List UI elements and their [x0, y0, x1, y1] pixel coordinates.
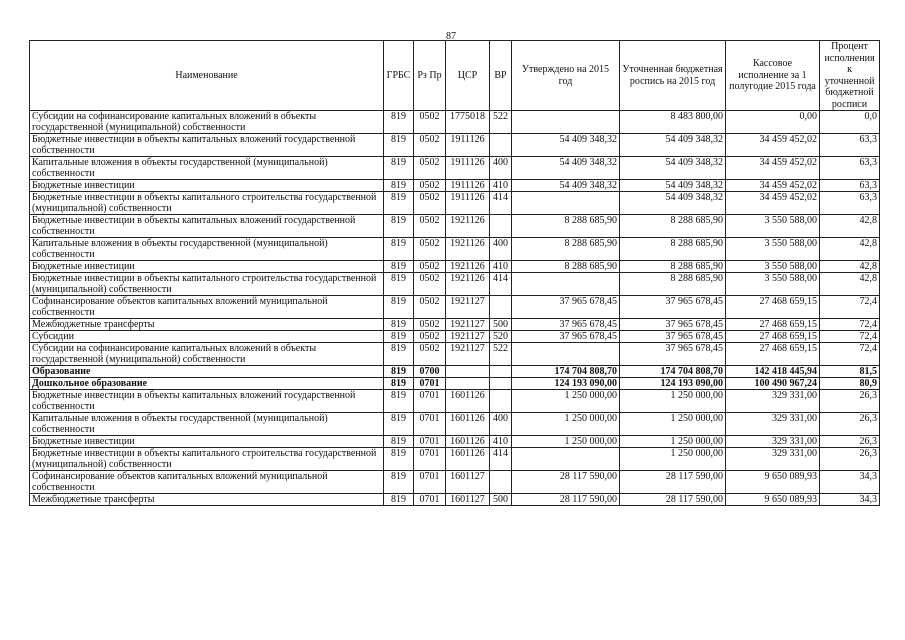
- cell-name: Софинансирование объектов капитальных вложений муниципальной собственности: [30, 296, 384, 319]
- cell-refined: 37 965 678,45: [620, 319, 726, 331]
- cell-name: Бюджетные инвестиции: [30, 261, 384, 273]
- cell-grbs: 819: [384, 134, 414, 157]
- table-row: [30, 436, 880, 448]
- table-body: [30, 111, 880, 506]
- cell-percent: 72,4: [820, 319, 880, 331]
- cell-cash: 3 550 588,00: [726, 273, 820, 296]
- cell-rzpr: 0701: [414, 390, 446, 413]
- cell-name: Субсидии на софинансирование капитальных вложений в объекты государственной (муниципальной) собственности: [30, 111, 384, 134]
- cell-csr: 1921127: [446, 296, 490, 319]
- cell-name: Субсидии на софинансирование капитальных вложений в объекты государственной (муниципальной) собственности: [30, 343, 384, 366]
- cell-refined: 1 250 000,00: [620, 436, 726, 448]
- cell-approved: [512, 343, 620, 366]
- cell-refined: 1 250 000,00: [620, 413, 726, 436]
- cell-refined: 54 409 348,32: [620, 180, 726, 192]
- table-row: [30, 366, 880, 378]
- cell-csr: 1775018: [446, 111, 490, 134]
- cell-vr: 410: [490, 261, 512, 273]
- table-row: [30, 261, 880, 273]
- cell-approved: 54 409 348,32: [512, 157, 620, 180]
- cell-percent: 0,0: [820, 111, 880, 134]
- cell-refined: 54 409 348,32: [620, 157, 726, 180]
- cell-rzpr: 0701: [414, 471, 446, 494]
- cell-percent: 81,5: [820, 366, 880, 378]
- cell-approved: 28 117 590,00: [512, 494, 620, 506]
- cell-refined: 28 117 590,00: [620, 494, 726, 506]
- cell-csr: 1921126: [446, 261, 490, 273]
- cell-vr: 520: [490, 331, 512, 343]
- cell-refined: 124 193 090,00: [620, 378, 726, 390]
- cell-cash: 329 331,00: [726, 436, 820, 448]
- cell-percent: 26,3: [820, 448, 880, 471]
- cell-cash: 27 468 659,15: [726, 331, 820, 343]
- cell-cash: 142 418 445,94: [726, 366, 820, 378]
- cell-grbs: 819: [384, 319, 414, 331]
- header-vr: ВР: [490, 41, 512, 111]
- table-row: [30, 319, 880, 331]
- table-row: [30, 331, 880, 343]
- cell-cash: 34 459 452,02: [726, 134, 820, 157]
- cell-cash: 329 331,00: [726, 413, 820, 436]
- cell-name: Субсидии: [30, 331, 384, 343]
- cell-rzpr: 0701: [414, 413, 446, 436]
- cell-cash: 27 468 659,15: [726, 296, 820, 319]
- page-number: 87: [446, 31, 456, 42]
- cell-vr: 522: [490, 343, 512, 366]
- cell-approved: 8 288 685,90: [512, 238, 620, 261]
- cell-name: Бюджетные инвестиции в объекты капитальных вложений государственной собственности: [30, 215, 384, 238]
- cell-vr: 400: [490, 413, 512, 436]
- cell-grbs: 819: [384, 296, 414, 319]
- cell-approved: 54 409 348,32: [512, 134, 620, 157]
- cell-grbs: 819: [384, 413, 414, 436]
- cell-percent: 72,4: [820, 343, 880, 366]
- table-row: [30, 296, 880, 319]
- cell-percent: 42,8: [820, 261, 880, 273]
- cell-name: Капитальные вложения в объекты государственной (муниципальной) собственности: [30, 238, 384, 261]
- cell-csr: 1601126: [446, 413, 490, 436]
- cell-cash: 329 331,00: [726, 448, 820, 471]
- cell-rzpr: 0701: [414, 378, 446, 390]
- header-approved: Утверждено на 2015 год: [512, 41, 620, 111]
- cell-grbs: 819: [384, 471, 414, 494]
- cell-name: Софинансирование объектов капитальных вложений муниципальной собственности: [30, 471, 384, 494]
- cell-name: Бюджетные инвестиции: [30, 180, 384, 192]
- cell-approved: 37 965 678,45: [512, 296, 620, 319]
- cell-csr: 1921127: [446, 319, 490, 331]
- cell-grbs: 819: [384, 215, 414, 238]
- cell-percent: 63,3: [820, 180, 880, 192]
- cell-cash: 329 331,00: [726, 390, 820, 413]
- cell-vr: [490, 471, 512, 494]
- cell-approved: 37 965 678,45: [512, 319, 620, 331]
- cell-grbs: 819: [384, 273, 414, 296]
- cell-approved: 1 250 000,00: [512, 390, 620, 413]
- cell-cash: 27 468 659,15: [726, 343, 820, 366]
- cell-approved: 28 117 590,00: [512, 471, 620, 494]
- cell-refined: 174 704 808,70: [620, 366, 726, 378]
- cell-rzpr: 0502: [414, 343, 446, 366]
- cell-grbs: 819: [384, 261, 414, 273]
- cell-csr: 1601126: [446, 390, 490, 413]
- cell-rzpr: 0502: [414, 273, 446, 296]
- cell-rzpr: 0502: [414, 296, 446, 319]
- table-row: [30, 157, 880, 180]
- table-row: [30, 343, 880, 366]
- cell-approved: 54 409 348,32: [512, 180, 620, 192]
- cell-grbs: 819: [384, 157, 414, 180]
- cell-vr: 500: [490, 494, 512, 506]
- cell-rzpr: 0502: [414, 331, 446, 343]
- cell-refined: 8 483 800,00: [620, 111, 726, 134]
- cell-approved: 174 704 808,70: [512, 366, 620, 378]
- cell-percent: 26,3: [820, 413, 880, 436]
- cell-approved: [512, 192, 620, 215]
- cell-grbs: 819: [384, 436, 414, 448]
- table-row: [30, 215, 880, 238]
- table-row: [30, 471, 880, 494]
- cell-cash: 3 550 588,00: [726, 238, 820, 261]
- cell-csr: 1921127: [446, 331, 490, 343]
- cell-percent: 72,4: [820, 331, 880, 343]
- cell-percent: 63,3: [820, 157, 880, 180]
- cell-refined: 8 288 685,90: [620, 273, 726, 296]
- cell-rzpr: 0502: [414, 261, 446, 273]
- cell-rzpr: 0502: [414, 157, 446, 180]
- cell-name: Бюджетные инвестиции в объекты капитальных вложений государственной собственности: [30, 134, 384, 157]
- cell-rzpr: 0502: [414, 134, 446, 157]
- cell-csr: 1911126: [446, 192, 490, 215]
- cell-vr: [490, 134, 512, 157]
- table-row: [30, 111, 880, 134]
- cell-cash: 100 490 967,24: [726, 378, 820, 390]
- cell-percent: 26,3: [820, 390, 880, 413]
- cell-percent: 42,8: [820, 273, 880, 296]
- cell-grbs: 819: [384, 343, 414, 366]
- cell-grbs: 819: [384, 238, 414, 261]
- cell-vr: 414: [490, 192, 512, 215]
- header-cash: Кассовое исполнение за 1 полугодие 2015 года: [726, 41, 820, 111]
- cell-csr: 1911126: [446, 180, 490, 192]
- cell-cash: 34 459 452,02: [726, 180, 820, 192]
- cell-cash: 0,00: [726, 111, 820, 134]
- cell-approved: 37 965 678,45: [512, 331, 620, 343]
- cell-vr: 410: [490, 180, 512, 192]
- cell-name: Капитальные вложения в объекты государственной (муниципальной) собственности: [30, 413, 384, 436]
- cell-approved: 8 288 685,90: [512, 215, 620, 238]
- cell-refined: 28 117 590,00: [620, 471, 726, 494]
- cell-approved: [512, 273, 620, 296]
- cell-percent: 80,9: [820, 378, 880, 390]
- cell-percent: 26,3: [820, 436, 880, 448]
- table-row: [30, 378, 880, 390]
- cell-approved: [512, 111, 620, 134]
- cell-refined: 37 965 678,45: [620, 331, 726, 343]
- cell-grbs: 819: [384, 494, 414, 506]
- cell-percent: 42,8: [820, 238, 880, 261]
- cell-approved: 8 288 685,90: [512, 261, 620, 273]
- cell-cash: 34 459 452,02: [726, 157, 820, 180]
- cell-vr: 414: [490, 448, 512, 471]
- cell-percent: 63,3: [820, 192, 880, 215]
- cell-vr: 400: [490, 238, 512, 261]
- cell-name: Межбюджетные трансферты: [30, 494, 384, 506]
- table-row: [30, 180, 880, 192]
- cell-rzpr: 0502: [414, 319, 446, 331]
- cell-approved: 1 250 000,00: [512, 413, 620, 436]
- cell-vr: 410: [490, 436, 512, 448]
- cell-grbs: 819: [384, 111, 414, 134]
- cell-csr: [446, 366, 490, 378]
- cell-csr: 1601126: [446, 448, 490, 471]
- header-csr: ЦСР: [446, 41, 490, 111]
- table-row: [30, 273, 880, 296]
- cell-cash: 9 650 089,93: [726, 471, 820, 494]
- table-row: [30, 238, 880, 261]
- cell-refined: 8 288 685,90: [620, 261, 726, 273]
- cell-cash: 9 650 089,93: [726, 494, 820, 506]
- cell-vr: [490, 378, 512, 390]
- cell-refined: 1 250 000,00: [620, 448, 726, 471]
- cell-approved: [512, 448, 620, 471]
- cell-refined: 37 965 678,45: [620, 296, 726, 319]
- cell-csr: 1601127: [446, 494, 490, 506]
- cell-csr: 1921126: [446, 215, 490, 238]
- cell-name: Бюджетные инвестиции в объекты капитального строительства государственной (муниципальной) собственности: [30, 448, 384, 471]
- cell-rzpr: 0502: [414, 180, 446, 192]
- cell-grbs: 819: [384, 366, 414, 378]
- cell-refined: 8 288 685,90: [620, 215, 726, 238]
- cell-percent: 72,4: [820, 296, 880, 319]
- cell-cash: 34 459 452,02: [726, 192, 820, 215]
- table-header-row: [30, 41, 880, 111]
- cell-rzpr: 0701: [414, 494, 446, 506]
- cell-cash: 3 550 588,00: [726, 215, 820, 238]
- cell-csr: 1921127: [446, 343, 490, 366]
- cell-rzpr: 0502: [414, 192, 446, 215]
- cell-csr: 1911126: [446, 134, 490, 157]
- cell-refined: 37 965 678,45: [620, 343, 726, 366]
- cell-rzpr: 0502: [414, 111, 446, 134]
- cell-rzpr: 0502: [414, 238, 446, 261]
- table-row: [30, 134, 880, 157]
- cell-name: Бюджетные инвестиции в объекты капитального строительства государственной (муниципальной) собственности: [30, 192, 384, 215]
- cell-cash: 27 468 659,15: [726, 319, 820, 331]
- table-row: [30, 494, 880, 506]
- cell-grbs: 819: [384, 180, 414, 192]
- cell-vr: 522: [490, 111, 512, 134]
- cell-grbs: 819: [384, 331, 414, 343]
- cell-name: Межбюджетные трансферты: [30, 319, 384, 331]
- cell-vr: 400: [490, 157, 512, 180]
- table-row: [30, 413, 880, 436]
- cell-vr: [490, 366, 512, 378]
- cell-csr: [446, 378, 490, 390]
- cell-csr: 1601127: [446, 471, 490, 494]
- cell-rzpr: 0701: [414, 436, 446, 448]
- cell-rzpr: 0701: [414, 448, 446, 471]
- cell-vr: 500: [490, 319, 512, 331]
- header-percent: Процент исполнения к уточненной бюджетной росписи: [820, 41, 880, 111]
- cell-refined: 8 288 685,90: [620, 238, 726, 261]
- cell-csr: 1921126: [446, 238, 490, 261]
- cell-grbs: 819: [384, 390, 414, 413]
- cell-csr: 1911126: [446, 157, 490, 180]
- cell-approved: 124 193 090,00: [512, 378, 620, 390]
- budget-table: [29, 40, 880, 506]
- cell-grbs: 819: [384, 448, 414, 471]
- cell-percent: 34,3: [820, 471, 880, 494]
- cell-refined: 54 409 348,32: [620, 192, 726, 215]
- table-row: [30, 448, 880, 471]
- cell-percent: 42,8: [820, 215, 880, 238]
- cell-vr: 414: [490, 273, 512, 296]
- cell-name: Бюджетные инвестиции в объекты капитального строительства государственной (муниципальной) собственности: [30, 273, 384, 296]
- header-grbs: ГРБС: [384, 41, 414, 111]
- cell-name: Бюджетные инвестиции: [30, 436, 384, 448]
- header-rzpr: Рз Пр: [414, 41, 446, 111]
- cell-name: Бюджетные инвестиции в объекты капитальных вложений государственной собственности: [30, 390, 384, 413]
- cell-vr: [490, 390, 512, 413]
- cell-csr: 1601126: [446, 436, 490, 448]
- cell-percent: 34,3: [820, 494, 880, 506]
- cell-name: Капитальные вложения в объекты государственной (муниципальной) собственности: [30, 157, 384, 180]
- table-row: [30, 390, 880, 413]
- cell-grbs: 819: [384, 378, 414, 390]
- table-row: [30, 192, 880, 215]
- cell-grbs: 819: [384, 192, 414, 215]
- header-name: Наименование: [30, 41, 384, 111]
- cell-name: Дошкольное образование: [30, 378, 384, 390]
- cell-vr: [490, 296, 512, 319]
- cell-percent: 63,3: [820, 134, 880, 157]
- header-refined: Уточненная бюджетная роспись на 2015 год: [620, 41, 726, 111]
- cell-vr: [490, 215, 512, 238]
- cell-csr: 1921126: [446, 273, 490, 296]
- cell-refined: 1 250 000,00: [620, 390, 726, 413]
- cell-rzpr: 0502: [414, 215, 446, 238]
- cell-cash: 3 550 588,00: [726, 261, 820, 273]
- cell-rzpr: 0700: [414, 366, 446, 378]
- cell-name: Образование: [30, 366, 384, 378]
- cell-approved: 1 250 000,00: [512, 436, 620, 448]
- cell-refined: 54 409 348,32: [620, 134, 726, 157]
